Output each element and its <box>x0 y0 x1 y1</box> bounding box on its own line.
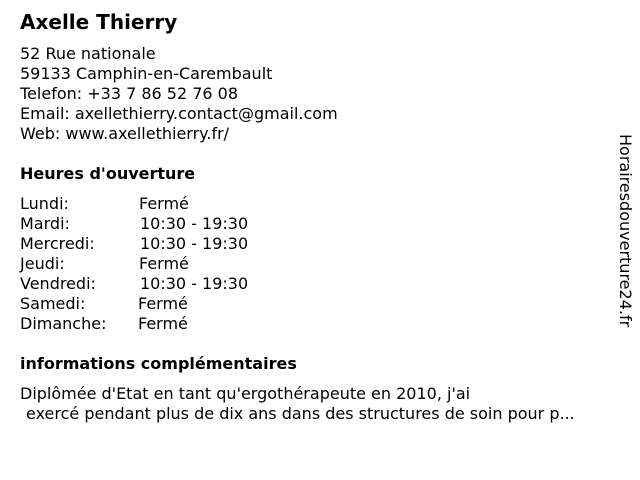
contact-block <box>20 44 338 144</box>
web-line: Web: www.axellethierry.fr/ <box>20 124 230 143</box>
business-name: Axelle Thierry <box>20 10 178 34</box>
phone-line: Telefon: +33 7 86 52 76 08 <box>20 84 239 103</box>
hours-row <box>20 194 320 214</box>
hours-day: Mardi: <box>20 214 70 233</box>
hours-time: Fermé <box>139 254 189 273</box>
info-heading: informations complémentaires <box>20 354 297 373</box>
hours-day: Vendredi: <box>20 274 96 293</box>
hours-row <box>20 294 320 314</box>
hours-time: Fermé <box>138 294 188 313</box>
address-street: 52 Rue nationale <box>20 44 156 63</box>
hours-row <box>20 274 320 294</box>
hours-time: Fermé <box>138 314 188 333</box>
site-watermark: Horairesdouverture24.fr <box>616 134 635 328</box>
hours-row <box>20 254 320 274</box>
hours-row <box>20 234 320 254</box>
hours-day: Mercredi: <box>20 234 95 253</box>
hours-time: 10:30 - 19:30 <box>140 214 249 233</box>
description <box>20 384 575 424</box>
watermark-container <box>612 134 638 344</box>
hours-day: Samedi: <box>20 294 86 313</box>
hours-time: 10:30 - 19:30 <box>140 234 249 253</box>
description-line-2: exercé pendant plus de dix ans dans des structures de soin pour p... <box>26 404 575 423</box>
address-city: 59133 Camphin-en-Carembault <box>20 64 273 83</box>
hours-row <box>20 214 320 234</box>
hours-row <box>20 314 320 334</box>
hours-time: Fermé <box>139 194 189 213</box>
hours-day: Dimanche: <box>20 314 107 333</box>
hours-table <box>20 194 320 334</box>
hours-heading: Heures d'ouverture <box>20 164 196 183</box>
email-line: Email: axellethierry.contact@gmail.com <box>20 104 338 123</box>
hours-day: Lundi: <box>20 194 69 213</box>
description-line-1: Diplômée d'Etat en tant qu'ergothérapeute en 2010, j'ai <box>20 384 471 403</box>
hours-day: Jeudi: <box>20 254 65 273</box>
hours-time: 10:30 - 19:30 <box>140 274 249 293</box>
